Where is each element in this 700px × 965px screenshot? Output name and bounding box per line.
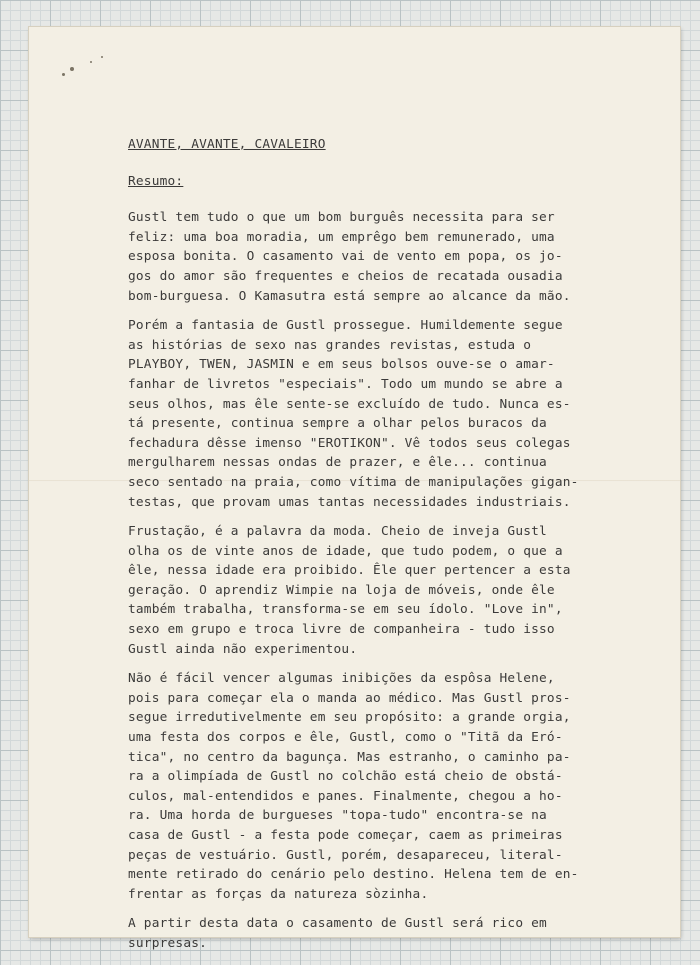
text-line: seco sentado na praia, como vítima de manipulações gigan- [128, 474, 579, 490]
document-title: AVANTE, AVANTE, CAVALEIRO [128, 137, 326, 152]
text-line: Gustl tem tudo o que um bom burguês necessita para ser [128, 210, 555, 226]
typewritten-page [29, 27, 680, 951]
text-line: tica", no centro da bagunça. Mas estranho, o caminho pa- [128, 749, 571, 765]
text-line: tá presente, continua sempre a olhar pelos buracos da [128, 416, 547, 432]
paragraph [128, 316, 598, 512]
text-line: geração. O aprendiz Wimpie na loja de móveis, onde êle [128, 582, 555, 598]
text-line: frentar as forças da natureza sòzinha. [128, 886, 429, 902]
text-line: culos, mal-entendidos e panes. Finalmente, chegou a ho- [128, 788, 563, 804]
text-line: gos do amor são frequentes e cheios de recatada ousadia [128, 268, 563, 284]
text-line: as histórias de sexo nas grandes revistas, estuda o [128, 337, 532, 353]
text-line: Frustação, é a palavra da moda. Cheio de inveja Gustl [128, 524, 547, 540]
paper-speck [62, 73, 65, 76]
paragraph [128, 522, 598, 659]
paragraph [128, 914, 598, 953]
text-line: pois para começar ela o manda ao médico. Mas Gustl pros- [128, 690, 571, 706]
text-line: sexo em grupo e troca livre de companheira - tudo isso [128, 622, 555, 638]
text-line: surpresas. [128, 935, 208, 951]
document-body [128, 135, 598, 954]
text-line: testas, que provam umas tantas necessidades industriais. [128, 494, 571, 510]
text-line: casa de Gustl - a festa pode começar, caem as primeiras [128, 828, 563, 843]
text-line: uma festa dos corpos e êle, Gustl, como o "Titã da Eró- [128, 730, 563, 746]
paragraph [128, 669, 598, 904]
paper-speck [101, 56, 103, 58]
paper-speck [70, 67, 74, 71]
text-line: segue irredutivelmente em seu propósito: a grande orgia, [128, 710, 571, 726]
text-line: olha os de vinte anos de idade, que tudo podem, o que a [128, 543, 563, 559]
text-line: mente retirado do cenário pelo destino. Helena tem de en- [128, 867, 579, 883]
text-line: Não é fácil vencer algumas inibições da espôsa Helene, [128, 671, 555, 687]
text-line: PLAYBOY, TWEN, JASMIN e em seus bolsos ouve-se o amar- [128, 357, 555, 373]
paragraphs [128, 208, 598, 953]
text-line: ra. Uma horda de burgueses "topa-tudo" encontra-se na [128, 808, 547, 824]
text-line: Gustl ainda não experimentou. [128, 641, 358, 657]
text-line: também trabalha, transforma-se em seu ídolo. "Love in", [128, 602, 563, 618]
paragraph [128, 208, 598, 306]
text-line: seus olhos, mas êle sente-se excluído de tudo. Nunca es- [128, 396, 571, 412]
text-line: ra a olimpíada de Gustl no colchão está cheio de obstá- [128, 769, 563, 785]
text-line: esposa bonita. O casamento vai de vento em popa, os jo- [128, 249, 563, 265]
text-line: A partir desta data o casamento de Gustl será rico em [128, 916, 547, 932]
text-line: peças de vestuário. Gustl, porém, desapareceu, literal- [128, 847, 563, 863]
text-line: bom-burguesa. O Kamasutra está sempre ao alcance da mão. [128, 288, 571, 304]
text-line: êle, nessa idade era proibido. Êle quer pertencer a esta [128, 563, 571, 579]
summary-heading: Resumo: [128, 173, 184, 189]
text-line: mergulharem nessas ondas de prazer, e êle... continua [128, 455, 547, 471]
paper-speck [90, 61, 92, 63]
text-line: Porém a fantasia de Gustl prossegue. Humildemente segue [128, 318, 563, 334]
text-line: feliz: uma boa moradia, um emprêgo bem remunerado, uma [128, 229, 555, 245]
text-line: fechadura dêsse imenso "EROTIKON". Vê todos seus colegas [128, 435, 571, 451]
text-line: fanhar de livretos "especiais". Todo um mundo se abre a [128, 376, 563, 392]
